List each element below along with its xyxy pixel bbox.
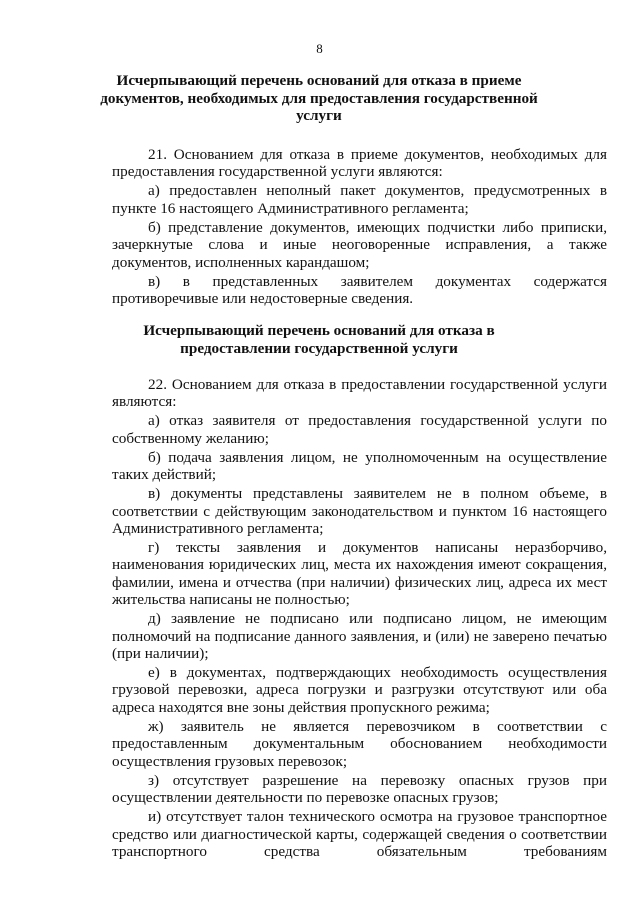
paragraph-22: 22. Основанием для отказа в предоставлении государственной услуги являются: [112,376,607,411]
section-body-refusal-acceptance [112,146,607,309]
paragraph-21-b: б) представление документов, имеющих подчистки либо приписки, зачеркнутые слова и иные неоговоренные исправления, а также документов, исполненных карандашом; [112,218,607,271]
paragraph-22-a: а) отказ заявителя от предоставления государственной услуги по собственному желанию; [112,412,607,447]
paragraph-22-e: е) в документах, подтверждающих необходимость осуществления грузовой перевозки, адреса погрузки и разгрузки отсутствуют или оба адреса находятся вне зоны действия пропускного режима; [112,664,607,716]
paragraph-21-v: в) в представленных заявителем документах содержатся противоречивые или недостоверные сведения. [112,272,607,308]
paragraph-22-zh: ж) заявитель не является перевозчиком в соответствии с предоставленным документальным обоснованием необходимости осуществления грузовых перевозок; [112,717,607,770]
section-heading-refusal-acceptance: Исчерпывающий перечень оснований для отказа в приеме документов, необходимых для предоставления государственной услуги [100,72,538,125]
section-heading-refusal-service: Исчерпывающий перечень оснований для отказа в предоставлении государственной услуги [143,322,495,357]
paragraph-22-b: б) подача заявления лицом, не уполномоченным на осуществление таких действий; [112,448,607,484]
paragraph-22-v: в) документы представлены заявителем не в полном объеме, в соответствии с действующим законодательством и пунктом 16 настоящего Административного регламента; [112,485,607,538]
paragraph-22-z: з) отсутствует разрешение на перевозку опасных грузов при осуществлении деятельности по перевозке опасных грузов; [112,771,607,807]
paragraph-22-i: и) отсутствует талон технического осмотра на грузовое транспортное средство или диагностической карты, содержащей сведения о соответствии транспортного средства обязательным требованиям [112,808,607,860]
section-body-refusal-service [112,376,607,862]
paragraph-22-g: г) тексты заявления и документов написаны неразборчиво, наименования юридических лиц, места их нахождения имеют сокращения, фамилии, имена и отчества (при наличии) физических лиц, адреса их мест жительства написаны не полностью; [112,539,607,609]
paragraph-21: 21. Основанием для отказа в приеме документов, необходимых для предоставления государственной услуги являются: [112,146,607,181]
page-number: 8 [316,41,323,56]
paragraph-22-d: д) заявление не подписано или подписано лицом, не имеющим полномочий на подписание данного заявления, и (или) не заверено печатью (при наличии); [112,610,607,663]
paragraph-21-a: а) предоставлен неполный пакет документов, предусмотренных в пункте 16 настоящего Административного регламента; [112,182,607,217]
